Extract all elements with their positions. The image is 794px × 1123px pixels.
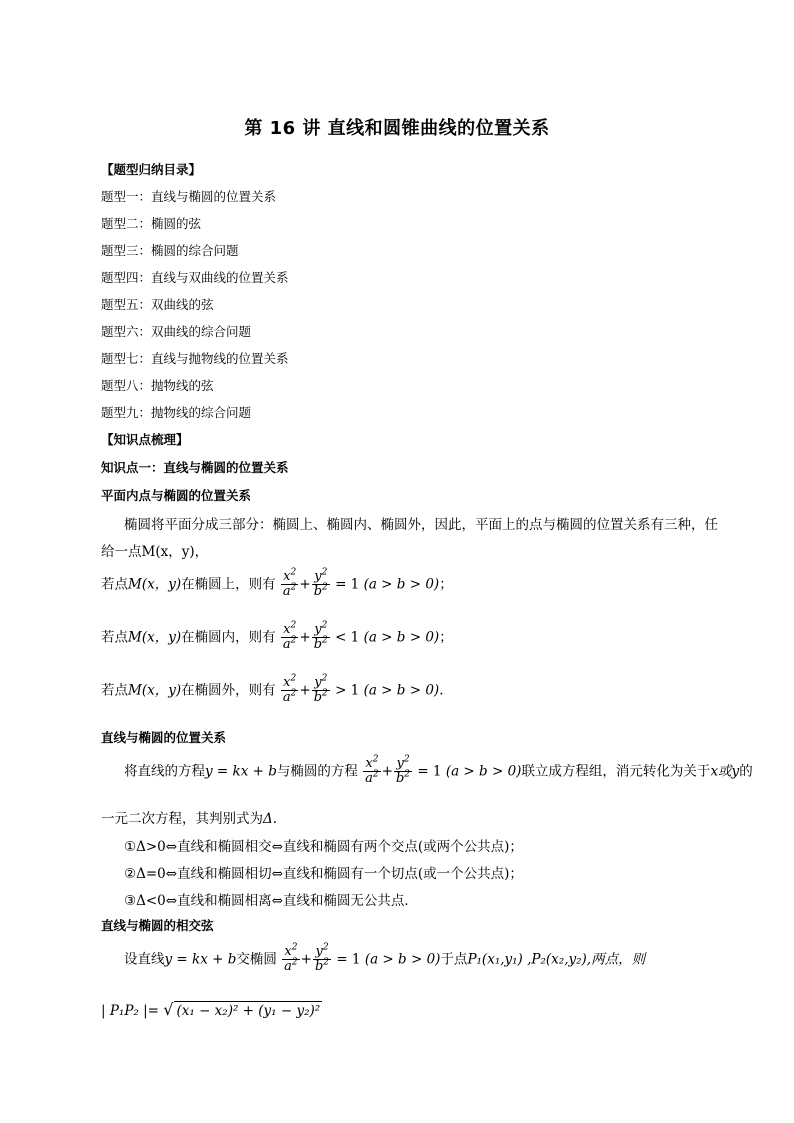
fraction-y2-b2: $\frac{y^2}{b^2}$: [313, 673, 328, 706]
chord-length-formula: [101, 1000, 322, 1019]
subsection-title: 平面内点与椭圆的位置关系: [101, 488, 252, 503]
intro-line-2: 给一点M(x，y)，: [101, 544, 209, 560]
fraction-x2-a2: $\frac{x^2}{a^2}$: [282, 673, 297, 706]
case-separate: ③Δ<0⇔直线和椭圆相离⇔直线和椭圆无公共点．: [124, 893, 418, 909]
relation-eq: = 1: [335, 576, 360, 593]
catalog-item: 题型九：抛物线的综合问题: [101, 405, 252, 420]
catalog-header: 【题型归纳目录】: [101, 162, 202, 177]
text: 将直线的方程: [124, 763, 205, 780]
catalog-item: 题型五：双曲线的弦: [101, 297, 214, 312]
relation-eq: = 1: [417, 763, 442, 780]
cond-on-text: 在椭圆上，则有: [181, 576, 276, 593]
text: 于点: [440, 951, 468, 968]
subsection-title: 直线与椭圆的相交弦: [101, 918, 214, 933]
condition-on: 若点M(x，y)在椭圆上，则有 $\frac{x^2}{a^2}$ + $\frac{y^2}{b^2}$ = 1 (a > b > 0)；: [101, 567, 453, 600]
delta-symbol: Δ.: [263, 811, 278, 827]
cond-in-text: 在椭圆内，则有: [181, 629, 276, 646]
semicolon: ；: [439, 576, 453, 593]
fraction-x2-a2: $\frac{x^2}{a^2}$: [284, 942, 298, 975]
fraction-x2-a2: $\frac{x^2}{a^2}$: [365, 754, 379, 787]
text: 与椭圆的方程: [276, 763, 358, 780]
chord-points: P₁(x₁,y₁) ,P₂(x₂,y₂),两点，则: [467, 951, 646, 968]
condition-abc: (a > b > 0): [363, 576, 440, 593]
catalog-item: 题型一：直线与椭圆的位置关系: [101, 189, 277, 204]
page-title: 第 16 讲 直线和圆锥曲线的位置关系: [244, 118, 550, 139]
case-tangent: ②Δ=0⇔直线和椭圆相切⇔直线和椭圆有一个切点(或一个公共点)；: [124, 866, 523, 882]
case-intersect: ①Δ>0⇔直线和椭圆相交⇔直线和椭圆有两个交点(或两个公共点)；: [124, 839, 523, 855]
catalog-item: 题型三：椭圆的综合问题: [101, 243, 239, 258]
text: 设直线: [124, 951, 165, 968]
knowledge-point-title: 知识点一：直线与椭圆的位置关系: [101, 460, 289, 475]
catalog-item: 题型七：直线与抛物线的位置关系: [101, 351, 289, 366]
catalog-item: 题型四：直线与双曲线的位置关系: [101, 270, 289, 285]
cond-pre: 若点: [101, 576, 128, 593]
condition-in: 若点M(x，y)在椭圆内，则有 $\frac{x^2}{a^2}$ + $\frac{y^2}{b^2}$ < 1 (a > b > 0)；: [101, 620, 453, 653]
condition-abc: (a > b > 0): [363, 682, 440, 699]
relation-eq: = 1: [336, 951, 361, 968]
condition-abc: (a > b > 0): [363, 629, 440, 646]
cond-point: M(x，y): [128, 629, 182, 646]
catalog-item: 题型八：抛物线的弦: [101, 378, 214, 393]
line-equation: y = kx + b: [205, 763, 277, 780]
fraction-x2-a2: $\frac{x^2}{a^2}$: [282, 567, 297, 600]
cond-out-text: 在椭圆外，则有: [181, 682, 276, 699]
subsection-title: 直线与椭圆的位置关系: [101, 730, 227, 745]
text: 一元二次方程，其判别式为: [101, 811, 263, 827]
line-equation-sentence: 将直线的方程y = kx + b与椭圆的方程 $\frac{x^2}{a^2}$ + $\frac{y^2}{b^2}$ = 1 (a > b > 0)联立成方程组，消元转化为关于x或y的: [124, 754, 753, 787]
fraction-y2-b2: $\frac{y^2}{b^2}$: [395, 754, 411, 787]
chord-length-radicand: (x₁ − x₂)² + (y₁ − y₂)²: [176, 1003, 321, 1019]
fraction-y2-b2: $\frac{y^2}{b^2}$: [314, 942, 330, 975]
relation-lt: < 1: [335, 629, 360, 646]
cond-pre: 若点: [101, 629, 128, 646]
chord-length-left: | P₁P₂ |=: [101, 1003, 159, 1019]
fraction-x2-a2: $\frac{x^2}{a^2}$: [282, 620, 297, 653]
cond-pre: 若点: [101, 682, 128, 699]
text: 联立成方程组，消元转化为关于: [521, 763, 711, 780]
knowledge-header: 【知识点梳理】: [101, 432, 189, 447]
condition-out: 若点M(x，y)在椭圆外，则有 $\frac{x^2}{a^2}$ + $\frac{y^2}{b^2}$ > 1 (a > b > 0).: [101, 673, 444, 706]
sqrt-icon: √: [163, 1000, 174, 1019]
chord-sentence: 设直线y = kx + b交椭圆 $\frac{x^2}{a^2}$ + $\frac{y^2}{b^2}$ = 1 (a > b > 0)于点P₁(x₁,y₁) ,P₂(x₂,y₂),两点，则: [124, 942, 646, 975]
period: .: [439, 682, 444, 699]
condition-abc: (a > b > 0): [445, 763, 522, 780]
condition-abc: (a > b > 0): [364, 951, 441, 968]
cond-point: M(x，y): [128, 576, 182, 593]
fraction-y2-b2: $\frac{y^2}{b^2}$: [313, 620, 328, 653]
discriminant-line: [101, 807, 277, 827]
line-equation: y = kx + b: [164, 951, 237, 968]
intro-line-1: 椭圆将平面分成三部分：椭圆上、椭圆内、椭圆外，因此，平面上的点与椭圆的位置关系有三种，任: [124, 517, 718, 533]
catalog-item: 题型六：双曲线的综合问题: [101, 324, 252, 339]
semicolon: ；: [439, 629, 453, 646]
text: 交椭圆: [236, 951, 277, 968]
catalog-item: 题型二：椭圆的弦: [101, 216, 202, 231]
relation-gt: > 1: [335, 682, 360, 699]
variable-x-or-y: x或y: [710, 763, 740, 780]
fraction-y2-b2: $\frac{y^2}{b^2}$: [313, 567, 328, 600]
text: 的: [739, 763, 753, 780]
cond-point: M(x，y): [128, 682, 182, 699]
